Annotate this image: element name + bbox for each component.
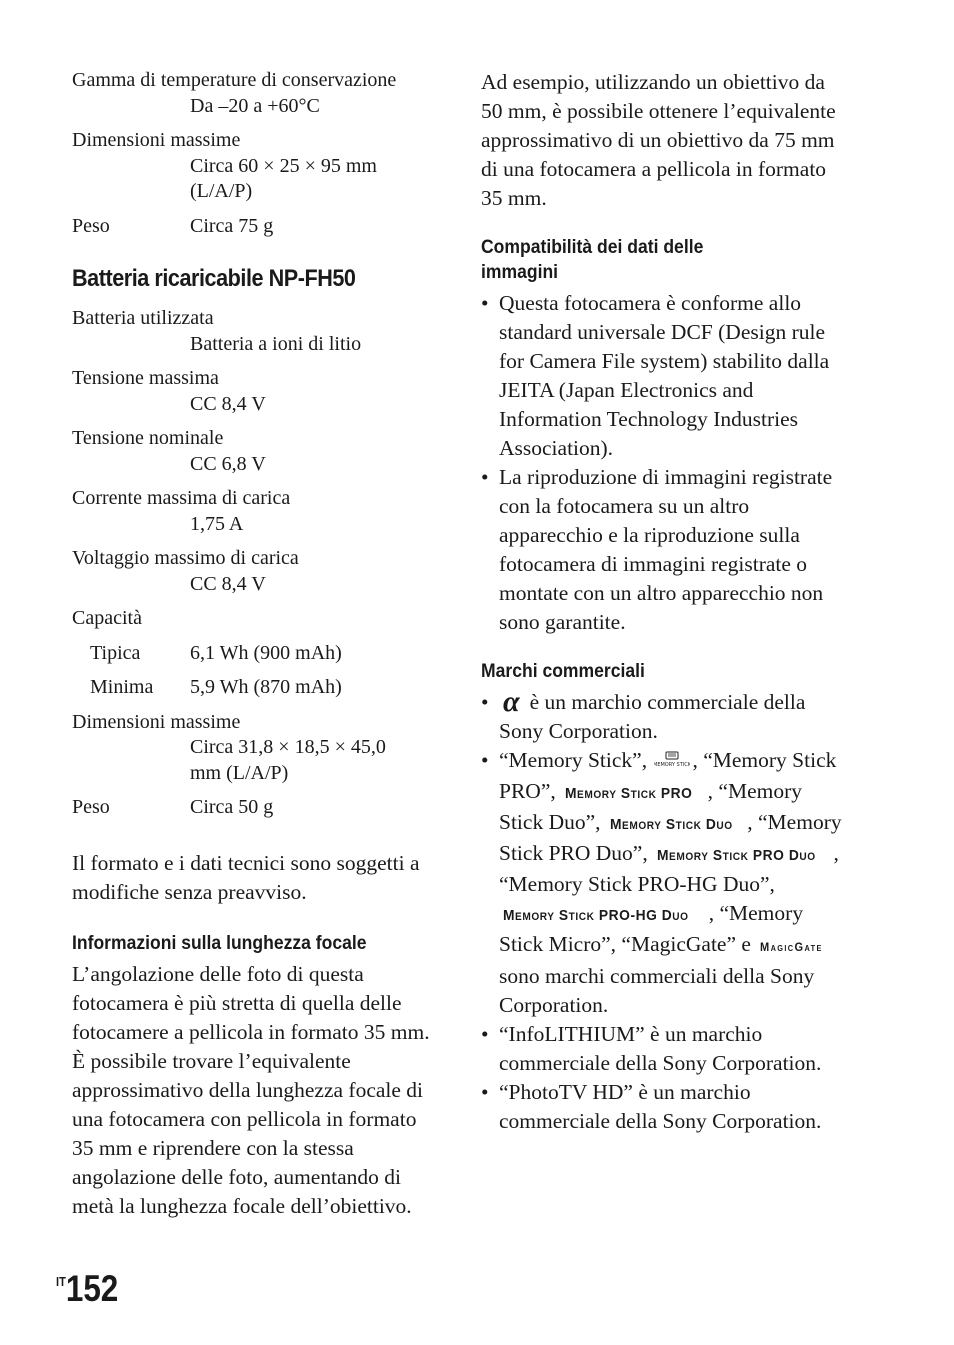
focal-heading: Informazioni sulla lunghezza focale bbox=[72, 931, 367, 954]
spec-capacity-minimum bbox=[72, 675, 444, 701]
spec-nominal-voltage bbox=[72, 426, 444, 477]
spec-max-charge-voltage bbox=[72, 546, 444, 597]
battery-heading: Batteria ricaricabile NP-FH50 bbox=[72, 265, 356, 292]
list-item: • “InfoLITHIUM” è un marchio commerciale della Sony Corporation. bbox=[481, 1020, 846, 1078]
spec-label: Dimensioni massime bbox=[72, 129, 241, 151]
memory-stick-logo-icon bbox=[654, 748, 690, 777]
tm-text: , “Memory Stick PRO-HG Duo”, bbox=[499, 840, 839, 896]
tm-text: , “Memory Stick Duo”, bbox=[499, 778, 803, 834]
right-column bbox=[481, 68, 846, 1136]
spec-value: Circa 75 g bbox=[190, 214, 274, 237]
page-number bbox=[56, 1268, 118, 1310]
tm-text: “Memory Stick”, bbox=[499, 748, 648, 772]
spec-label: Peso bbox=[72, 796, 110, 818]
spec-value: Da –20 a +60°C bbox=[190, 94, 320, 117]
language-code: IT bbox=[56, 1274, 66, 1289]
spec-value: 6,1 Wh (900 mAh) bbox=[190, 641, 342, 664]
spec-value: CC 6,8 V bbox=[190, 452, 266, 475]
trademarks-list bbox=[481, 685, 846, 1136]
memory-stick-pro-hg-duo-logo: Memory Stick PRO-HG Duo bbox=[503, 906, 689, 924]
ms-logo-text: MEMORY STICK bbox=[654, 761, 691, 768]
notice-paragraph: Il formato e i dati tecnici sono soggetti a modifiche senza preavviso. bbox=[72, 850, 420, 904]
spec-value: Circa 60 × 25 × 95 mm (L/A/P) bbox=[190, 154, 377, 202]
spec-max-voltage bbox=[72, 366, 444, 417]
spec-label: Tensione nominale bbox=[72, 427, 224, 449]
spec-capacity bbox=[72, 606, 444, 632]
spec-weight bbox=[72, 214, 444, 240]
alpha-logo-icon: α bbox=[503, 685, 520, 718]
spec-storage-temp bbox=[72, 68, 444, 119]
alpha-trademark-text: è un marchio commerciale della Sony Corporation. bbox=[499, 690, 806, 743]
tm-text: , “Memory Stick PRO”, bbox=[499, 748, 837, 803]
spec-label: Tensione massima bbox=[72, 367, 219, 389]
focal-paragraph: L’angolazione delle foto di questa fotocamera è più stretta di quella delle fotocamere a pellicola in formato 35 mm. È possibile trovare l’equivalente approssimativo della lunghezza focale di una fotocamera con pellicola in formato 35 mm e riprendere con la stessa angolazione delle foto, aumentando di metà la lunghezza focale dell’obiettivo. bbox=[72, 961, 430, 1218]
memory-stick-duo-logo: Memory Stick Duo bbox=[609, 815, 733, 833]
spec-label: Voltaggio massimo di carica bbox=[72, 547, 299, 569]
memory-stick-pro-logo: Memory Stick PRO bbox=[565, 784, 693, 802]
tm-text: , “Memory Stick PRO Duo”, bbox=[499, 809, 842, 865]
spec-label: Peso bbox=[72, 214, 110, 237]
list-item: • La riproduzione di immagini registrate con la fotocamera su un altro apparecchio e la riproduzione sulla fotocamera di immagini registrate o montate con un altro apparecchio non sono garantite. bbox=[481, 463, 846, 637]
list-item: • “PhotoTV HD” è un marchio commerciale della Sony Corporation. bbox=[481, 1078, 846, 1136]
magicgate-logo: MagicGate bbox=[760, 939, 824, 954]
spec-label: Dimensioni massime bbox=[72, 710, 241, 733]
spec-value: Batteria a ioni di litio bbox=[190, 332, 362, 355]
spec-battery-dimensions bbox=[72, 710, 444, 787]
spec-label: Minima bbox=[90, 676, 154, 698]
trademarks-heading: Marchi commerciali bbox=[481, 660, 645, 682]
spec-value: Circa 31,8 × 18,5 × 45,0 mm (L/A/P) bbox=[190, 736, 386, 784]
spec-max-dimensions bbox=[72, 128, 444, 205]
intro-paragraph: Ad esempio, utilizzando un obiettivo da 50 mm, è possibile ottenere l’equivalente approssimativo di un obiettivo da 75 mm di una fotocamera a pellicola in formato 35 mm. bbox=[481, 70, 836, 210]
page-number-value: 152 bbox=[65, 1268, 119, 1309]
list-item bbox=[481, 746, 846, 1020]
spec-battery-type bbox=[72, 306, 444, 357]
spec-label: Capacità bbox=[72, 607, 142, 629]
spec-label: Tipica bbox=[90, 641, 141, 664]
spec-capacity-typical bbox=[72, 641, 444, 667]
list-item: • Questa fotocamera è conforme allo standard universale DCF (Design rule for Camera File system) stabilito dalla JEITA (Japan Electronics and Information Technology Industries Association). bbox=[481, 289, 846, 463]
spec-value: 1,75 A bbox=[190, 512, 244, 535]
tm-text: sono marchi commerciali della Sony Corporation. bbox=[499, 963, 815, 1017]
spec-label: Gamma di temperature di conservazione bbox=[72, 69, 397, 91]
spec-value: 5,9 Wh (870 mAh) bbox=[190, 676, 342, 698]
spec-label: Corrente massima di carica bbox=[72, 487, 291, 509]
tm-text: , “Memory Stick Micro”, “MagicGate” e bbox=[499, 900, 804, 956]
spec-value: CC 8,4 V bbox=[190, 572, 266, 595]
compat-heading: Compatibilità dei dati delle immagini bbox=[481, 236, 704, 283]
spec-battery-weight bbox=[72, 795, 444, 821]
compat-list bbox=[481, 289, 846, 637]
spec-value: CC 8,4 V bbox=[190, 392, 266, 415]
memory-stick-pro-duo-logo: Memory Stick PRO Duo bbox=[657, 846, 816, 864]
spec-max-charge-current bbox=[72, 486, 444, 537]
list-item bbox=[481, 685, 846, 746]
spec-value: Circa 50 g bbox=[190, 796, 274, 818]
left-column bbox=[72, 68, 444, 1221]
spec-label: Batteria utilizzata bbox=[72, 307, 214, 329]
